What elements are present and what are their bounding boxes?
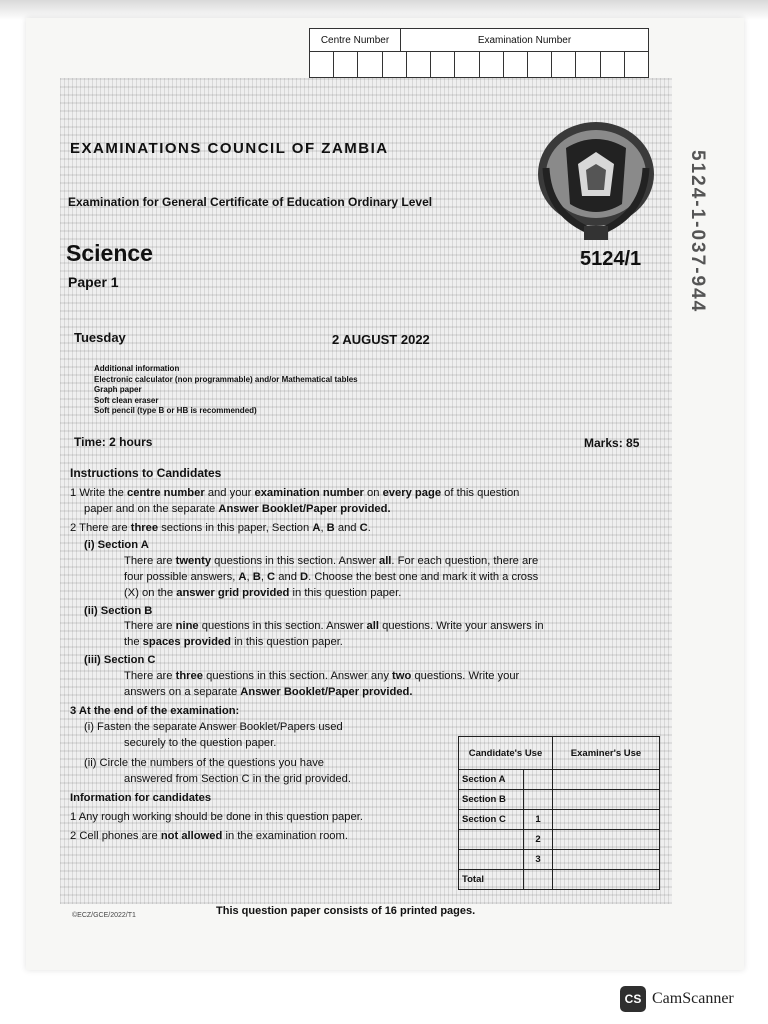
instruction-3-ii-cont: answered from Section C in the grid provided. xyxy=(124,772,351,785)
examiner-cell[interactable] xyxy=(553,870,660,890)
row-section-c: Section C xyxy=(459,810,524,830)
information-1: 1 Any rough working should be done in this question paper. xyxy=(70,811,363,824)
candidates-examiners-use-grid xyxy=(458,736,660,890)
section-b-heading: (ii) Section B xyxy=(84,604,153,617)
question-number[interactable]: 1 xyxy=(524,810,553,830)
paper-reference: ©ECZ/GCE/2022/T1 xyxy=(72,912,136,919)
additional-info-item: Soft clean eraser xyxy=(94,395,159,405)
section-a-heading: (i) Section A xyxy=(84,539,149,552)
examination-number-label: Examination Number xyxy=(477,34,572,46)
instruction-3-i-cont: securely to the question paper. xyxy=(124,736,277,749)
zambia-coat-of-arms-icon xyxy=(526,108,666,248)
section-a-line-2: four possible answers, A, B, C and D. Choose the best one and mark it with a cross xyxy=(124,570,539,583)
camscanner-watermark xyxy=(620,986,734,1012)
information-heading: Information for candidates xyxy=(70,792,212,805)
additional-information xyxy=(94,364,358,417)
page-count-note: This question paper consists of 16 printed pages. xyxy=(216,905,476,917)
subject-title: Science xyxy=(66,240,153,266)
total-marks: Marks: 85 xyxy=(584,436,640,450)
centre-number-label: Centre Number xyxy=(310,29,401,51)
section-b-line-1: There are nine questions in this section. Answer all questions. Write your answers in xyxy=(124,620,544,633)
instruction-2: 2 There are three sections in this paper, Section A, B and C. xyxy=(70,521,371,534)
camscanner-label: CamScanner xyxy=(652,990,734,1007)
additional-info-item: Electronic calculator (non programmable) and/or Mathematical tables xyxy=(94,374,358,384)
instruction-1-cont: paper and on the separate Answer Booklet/Paper provided. xyxy=(84,502,391,515)
section-a-line-3: (X) on the answer grid provided in this question paper. xyxy=(124,586,402,599)
instruction-3-ii: (ii) Circle the numbers of the questions you have xyxy=(84,756,325,769)
question-number[interactable]: 2 xyxy=(524,830,553,850)
additional-info-heading: Additional information xyxy=(94,364,180,373)
paper-number: Paper 1 xyxy=(68,274,119,290)
question-number[interactable]: 3 xyxy=(524,850,553,870)
section-c-line-1: There are three questions in this section. Answer any two questions. Write your xyxy=(124,669,520,682)
examiner-cell[interactable] xyxy=(553,850,660,870)
instruction-3: 3 At the end of the examination: xyxy=(70,705,240,718)
examiner-cell[interactable] xyxy=(553,770,660,790)
instructions-heading: Instructions to Candidates xyxy=(70,466,222,480)
section-c-line-2: answers on a separate Answer Booklet/Paper provided. xyxy=(124,685,413,698)
information-2: 2 Cell phones are not allowed in the examination room. xyxy=(70,829,348,842)
section-c-heading: (iii) Section C xyxy=(84,653,156,666)
row-section-a: Section A xyxy=(459,770,524,790)
examiner-cell[interactable] xyxy=(553,790,660,810)
examiner-cell[interactable] xyxy=(553,810,660,830)
exam-day: Tuesday xyxy=(74,330,126,345)
cover-page xyxy=(60,78,672,904)
paper-code: 5124/1 xyxy=(580,248,642,270)
number-entry-cells xyxy=(310,52,648,78)
exam-level-title: Examination for General Certificate of Education Ordinary Level xyxy=(68,195,433,209)
exam-date: 2 AUGUST 2022 xyxy=(332,332,430,347)
row-total: Total xyxy=(459,870,524,890)
top-shadow xyxy=(0,0,768,20)
examiners-use-header: Examiner's Use xyxy=(553,737,660,770)
additional-info-item: Soft pencil (type B or HB is recommended) xyxy=(94,406,257,415)
examiner-cell[interactable] xyxy=(553,830,660,850)
exam-duration: Time: 2 hours xyxy=(74,435,153,449)
camscanner-logo-icon: CS xyxy=(620,986,646,1012)
centre-exam-number-box xyxy=(309,28,649,78)
instruction-3-i: (i) Fasten the separate Answer Booklet/Papers used xyxy=(84,721,343,734)
row-section-b: Section B xyxy=(459,790,524,810)
additional-info-item: Graph paper xyxy=(94,385,142,394)
council-name: EXAMINATIONS COUNCIL OF ZAMBIA xyxy=(70,140,389,157)
candidates-use-header: Candidate's Use xyxy=(459,737,553,770)
section-a-line-1: There are twenty questions in this section. Answer all. For each question, there are xyxy=(124,555,539,568)
instruction-1: 1 Write the centre number and your examination number on every page of this question xyxy=(70,487,520,499)
section-b-line-2: the spaces provided in this question paper. xyxy=(124,636,343,649)
side-serial-code: 5124-1-037-944 xyxy=(687,150,708,314)
